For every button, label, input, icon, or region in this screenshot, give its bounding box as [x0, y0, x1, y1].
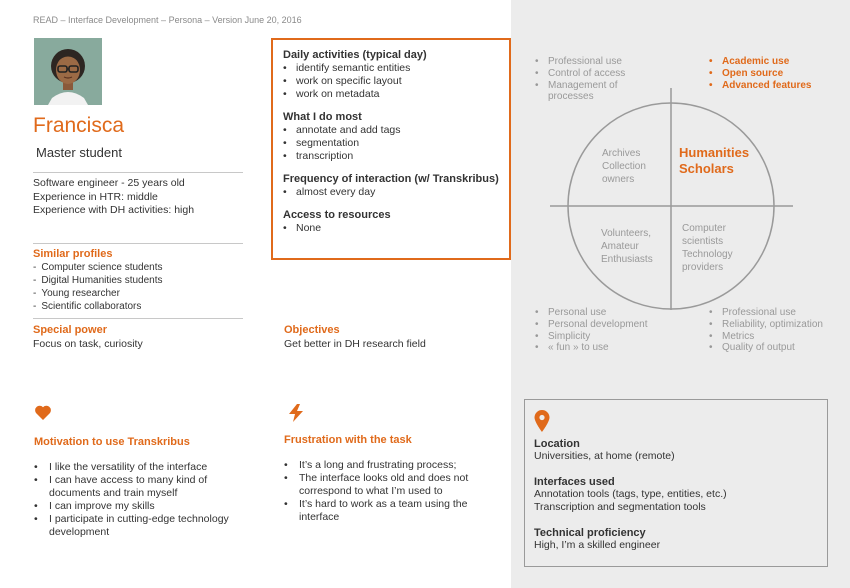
list-item: • Academic use: [709, 56, 819, 68]
list-item: • Advanced features: [709, 80, 819, 92]
proficiency-title: Technical proficiency: [534, 527, 646, 539]
fact-line: Software engineer - 25 years old: [33, 177, 185, 189]
location-title: Location: [534, 438, 580, 450]
list-item: • almost every day: [283, 186, 499, 199]
top-left-needs-list: [535, 56, 665, 103]
list-item: • identify semantic entities: [283, 62, 499, 75]
list-item: • « fun » to use: [535, 342, 665, 354]
frustration-list: [284, 459, 499, 524]
persona-facts: [33, 177, 194, 218]
quadrant-volunteers: Volunteers, Amateur Enthusiasts: [601, 228, 653, 265]
list-item: • work on specific layout: [283, 75, 499, 88]
daily-activities-title: Daily activities (typical day): [283, 49, 427, 61]
persona-name: Francisca: [33, 114, 125, 137]
list-item: • Reliability, optimization: [709, 319, 839, 331]
divider: [33, 318, 243, 319]
fact-line: Experience with DH activities: high: [33, 204, 195, 216]
list-item: • None: [283, 222, 499, 235]
location-text: Universities, at home (remote): [534, 450, 675, 462]
list-item: - Computer science students: [33, 261, 163, 274]
interfaces-title: Interfaces used: [534, 476, 615, 488]
frequency-title: Frequency of interaction (w/ Transkribus): [283, 173, 499, 185]
daily-activities-list: [283, 62, 499, 101]
list-item: • Metrics: [709, 331, 839, 343]
list-item: • I like the versatility of the interface: [34, 461, 259, 474]
lightning-icon: [286, 403, 306, 428]
list-item: • It’s hard to work as a team using the interface: [284, 498, 499, 524]
list-item: • Personal use: [535, 307, 665, 319]
what-i-do-most-list: [283, 124, 499, 163]
list-item: • annotate and add tags: [283, 124, 499, 137]
objectives-text: Get better in DH research field: [284, 338, 426, 350]
interfaces-item: Annotation tools (tags, type, entities, etc.): [534, 488, 727, 500]
list-item: • Control of access: [535, 68, 665, 80]
list-item: - Scientific collaborators: [33, 300, 163, 313]
top-right-needs-list: [709, 56, 819, 91]
list-item: • Simplicity: [535, 331, 665, 343]
list-item: • I can have access to many kind of documents and train myself: [34, 474, 259, 500]
list-item: - Young researcher: [33, 287, 163, 300]
quadrant-archives: Archives Collection owners: [602, 148, 646, 185]
objectives-section: [284, 324, 426, 350]
list-item: • I participate in cutting-edge technology development: [34, 513, 259, 539]
motivation-title: Motivation to use Transkribus: [34, 436, 190, 448]
frustration-section: [284, 434, 499, 524]
list-item: • It’s a long and frustrating process;: [284, 459, 499, 472]
list-item: • transcription: [283, 150, 499, 163]
location-pin-icon: [534, 410, 550, 437]
objectives-title: Objectives: [284, 324, 340, 336]
quadrant-humanities-scholars: Humanities Scholars: [679, 145, 750, 176]
what-i-do-most-title: What I do most: [283, 111, 362, 123]
frequency-list: [283, 186, 499, 199]
bottom-right-needs-list: [709, 307, 839, 354]
quadrant-computer-scientists: Computer scientists Technology providers: [682, 223, 733, 273]
list-item: • Open source: [709, 68, 819, 80]
context-info-content: [534, 438, 824, 552]
document-header: READ – Interface Development – Persona – Version June 20, 2016: [33, 15, 302, 25]
motivation-section: [34, 436, 259, 539]
list-item: • Quality of output: [709, 342, 839, 354]
heart-icon: [34, 404, 52, 426]
daily-activities-box: [271, 38, 511, 260]
similar-profiles-section: [33, 248, 163, 313]
special-power-section: [33, 324, 143, 350]
special-power-title: Special power: [33, 324, 107, 336]
divider: [33, 172, 243, 173]
avatar: [34, 38, 102, 105]
fact-line: Experience in HTR: middle: [33, 190, 158, 203]
persona-role: Master student: [36, 145, 122, 160]
proficiency-text: High, I’m a skilled engineer: [534, 539, 661, 551]
access-list: [283, 222, 499, 235]
list-item: • Personal development: [535, 319, 665, 331]
list-item: - Digital Humanities students: [33, 274, 163, 287]
list-item: • segmentation: [283, 137, 499, 150]
frustration-title: Frustration with the task: [284, 434, 412, 446]
motivation-list: [34, 461, 259, 539]
similar-profiles-title: Similar profiles: [33, 248, 113, 260]
similar-profiles-list: [33, 261, 163, 313]
special-power-text: Focus on task, curiosity: [33, 338, 143, 350]
bottom-left-needs-list: [535, 307, 665, 354]
list-item: • Management of processes: [535, 80, 665, 104]
divider: [33, 243, 243, 244]
interfaces-item: Transcription and segmentation tools: [534, 501, 706, 513]
list-item: • I can improve my skills: [34, 500, 259, 513]
list-item: • Professional use: [535, 56, 665, 68]
list-item: • The interface looks old and does not correspond to what I’m used to: [284, 472, 499, 498]
access-title: Access to resources: [283, 209, 391, 221]
list-item: • Professional use: [709, 307, 839, 319]
list-item: • work on metadata: [283, 88, 499, 101]
